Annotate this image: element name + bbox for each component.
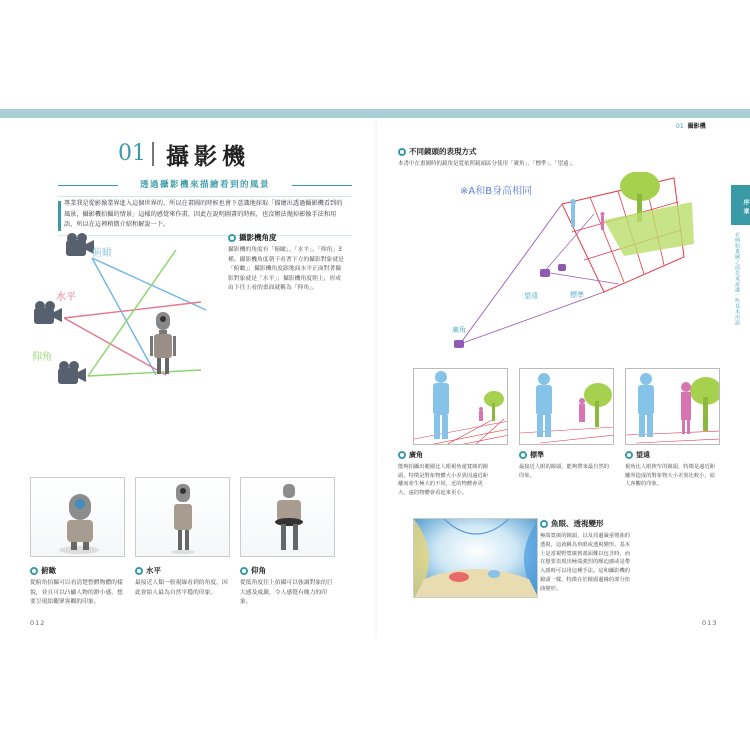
fisheye-illustration [413, 518, 538, 598]
label-tele: 望遠 [524, 292, 538, 300]
robot-eye-level-image [136, 478, 230, 557]
bullet-circle-icon [625, 451, 633, 459]
caption-low-angle: 仰角 從低角度往上拍攝可以強調對象的巨大感及威嚴，令人感覺有魄力的印象。 [240, 566, 333, 605]
standard-image [520, 369, 614, 445]
photo-eye-level [135, 477, 230, 557]
top-color-band [0, 109, 750, 118]
bullet-circle-icon [228, 234, 236, 242]
figure-a-icon [571, 205, 575, 227]
caption-wide-angle: 廣角 能夠拍攝出範圍比人眼視角還寬廣的鏡頭，特徵是對象物體大小差異因遠近距離而產生極大的不同，近的物體會更大，遠的物體會看起來更小。 [398, 451, 489, 496]
side-tab-subtitle: 在開始畫圖之前先來認識一些基本用語 [734, 232, 740, 326]
left-page-number: 012 [30, 619, 46, 627]
figure-b-icon [601, 216, 604, 230]
robot-figure [150, 312, 176, 374]
telephoto-image [626, 369, 720, 445]
chapter-subtitle-bar [58, 178, 352, 194]
subtitle-rule-left [58, 185, 118, 186]
bullet-circle-icon [398, 451, 406, 459]
wide-angle-image [414, 369, 508, 445]
label-wide: 廣角 [452, 326, 466, 334]
photo-high-angle [30, 477, 125, 557]
caption-telephoto: 望遠 視角比人眼狹窄的鏡頭，特徵是遠近距離所造成的對象物大小差異比較小，給人客觀的印象。 [625, 451, 716, 487]
camera-top-icon [66, 233, 94, 256]
fisheye-section [540, 518, 632, 594]
page-gutter [374, 118, 377, 638]
lens-perspective-diagram [444, 172, 694, 372]
camera-tele-icon [558, 264, 566, 271]
fisheye-image [414, 519, 538, 598]
caption-eye-level: 水平 最接近人類一般視線看到的角度，因此會給人最為自然平穩的印象。 [135, 566, 228, 596]
running-header: 01 攝影機 [676, 123, 706, 130]
panel-standard [519, 368, 614, 445]
camera-bottom-icon [58, 361, 86, 384]
robot-high-angle-image [31, 478, 125, 557]
label-low-angle: 仰角 [32, 352, 52, 363]
caption-standard: 標準 最接近人眼的鏡頭，能夠帶來最自然的印象。 [519, 451, 610, 479]
bullet-circle-icon [30, 567, 38, 575]
bullet-circle-icon [135, 567, 143, 575]
height-note: ※A和B身高相同 [460, 186, 533, 197]
camera-angle-body: 攝影機的角度有「俯瞰」、「水平」、「仰角」3種。攝影機角度朝下看著下方的攝影對象就是「俯瞰」；攝影機角度跟地面水平正面對著攝影對象就是「水平」；攝影機角度朝上，形成由下往上看的畫面就稱為「仰角」。 [228, 247, 344, 291]
label-standard: 標準 [570, 291, 584, 299]
robot-low-angle-image [241, 478, 335, 557]
intro-accent-mark [58, 201, 61, 231]
fisheye-heading: 魚眼、透視變形 [540, 518, 632, 529]
fisheye-body: 極端寬廣的鏡頭，以及周邊嚴重彎曲的透視，這就稱為魚眼或透視變形。基本上是當視野寬廣到畫面難以包含時，而在想要表現出極端強烈的壓迫感或是帶入感時可以用這種手法。這和攝影機的鏡頭一樣，特徵在於鏡頭邊緣的部分扭曲變形。 [540, 533, 631, 592]
bullet-circle-icon [540, 520, 548, 528]
camera-angle-diagram [26, 230, 236, 400]
chapter-divider [152, 142, 154, 166]
lens-heading: 不同鏡頭的表現方式 [398, 146, 598, 157]
bullet-circle-icon [519, 451, 527, 459]
label-eye-level: 水平 [56, 292, 76, 303]
camera-standard-icon [540, 269, 550, 277]
chapter-subtitle: 透過攝影機來描繪看到的風景 [139, 180, 271, 190]
lens-section [398, 146, 598, 169]
label-high-angle: 俯瞰 [92, 248, 112, 259]
camera-middle-icon [34, 301, 62, 324]
camera-wide-icon [454, 340, 464, 348]
panel-wide-angle [413, 368, 508, 445]
chapter-number: 01 [118, 141, 146, 166]
camera-angle-section [228, 232, 346, 294]
bullet-circle-icon [398, 148, 406, 156]
photo-low-angle [240, 477, 335, 557]
right-page-number: 013 [702, 619, 718, 627]
bullet-circle-icon [240, 567, 248, 575]
subtitle-rule-right [292, 185, 352, 186]
caption-high-angle: 俯瞰 從俯角拍攝可以看清楚整體物體的樣貌，並且可以凸顯人物的渺小感，想要呈現給觀眾客觀的印象。 [30, 566, 123, 605]
side-chapter-tab: 序章 [731, 185, 750, 225]
panel-telephoto [625, 368, 720, 445]
intro-text: 專業我是從影像業界進入這個世界的，所以在畫圖的時候也會下意識地採取「描繪出透過攝影機看到的風景，攝影機拍攝的情景」這樣的感覺來作畫，因此在說明圖畫的時候，也沒辦法拋掉影像手法和用語，所以在這裡稍微介紹和解說一下。 [64, 200, 343, 228]
chapter-title: 攝影機 [166, 144, 250, 170]
lens-body: 本書中在畫圖時的鏡角是寬依照鏡頭區分使用「廣角」、「標準」、「望遠」。 [398, 161, 577, 167]
camera-angle-heading: 攝影機角度 [228, 232, 346, 243]
tree-icon [604, 172, 694, 256]
